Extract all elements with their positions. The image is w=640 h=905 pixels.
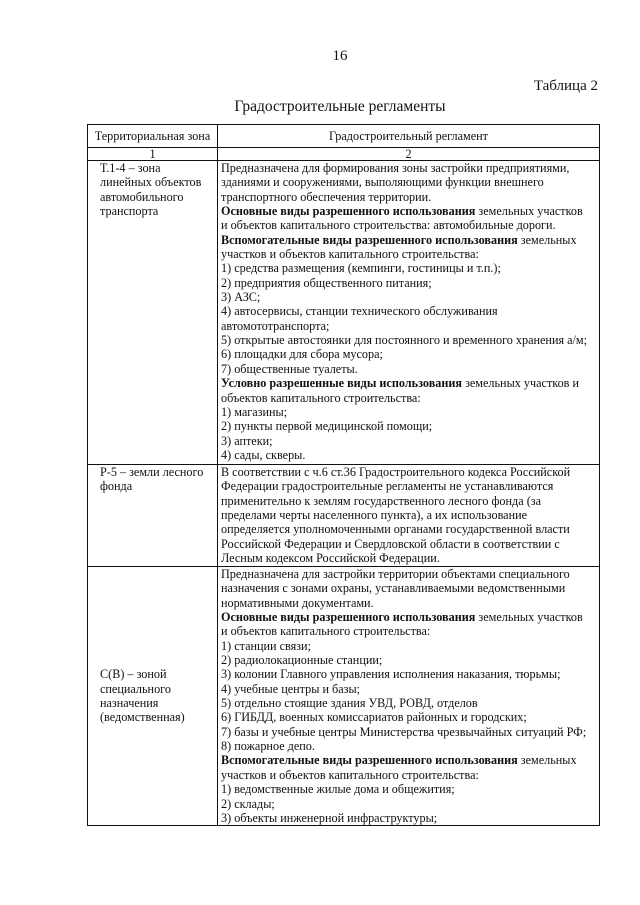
regulation-text: 3) колонии Главного управления исполнения наказания, тюрьмы; xyxy=(221,667,561,682)
regulation-text: 5) открытые автостоянки для постоянного и временного хранения а/м; xyxy=(221,333,588,348)
regulation-text: 3) АЗС; xyxy=(221,290,261,305)
regulation-text: земельных участков xyxy=(475,610,583,625)
regulation-line xyxy=(221,551,596,565)
regulation-text: Предназначена для застройки территории объектами специального xyxy=(221,567,570,581)
regulation-line xyxy=(221,175,596,189)
regulation-text: 5) отдельно стоящие здания УВД, РОВД, отделов xyxy=(221,696,478,711)
regulation-line xyxy=(221,190,596,204)
regulation-line xyxy=(221,508,596,522)
regulation-line xyxy=(221,494,596,508)
regulation-line xyxy=(221,725,596,739)
regulation-text: объектов капитального строительства: xyxy=(221,390,421,405)
regulation-line xyxy=(221,782,596,796)
regulation-text: 2) склады; xyxy=(221,796,275,811)
regulation-text: 1) средства размещения (кемпинги, гостиницы и т.п.); xyxy=(221,261,501,276)
regulation-text: нормативными документами. xyxy=(221,595,374,610)
regulation-line xyxy=(221,567,596,581)
regulation-text: определяется уполномоченными органами государственной власти xyxy=(221,522,570,537)
regulation-text: 7) базы и учебные центры Министерства чрезвычайных ситуаций РФ; xyxy=(221,724,587,739)
regulation-text: 8) пожарное депо. xyxy=(221,739,315,754)
zone-name-line: С(В) – зоной xyxy=(100,667,167,682)
regulation-line xyxy=(221,448,596,462)
regulation-heading: Основные виды разрешенного использования xyxy=(221,610,476,625)
regulations-table xyxy=(87,124,600,826)
regulation-line xyxy=(221,610,596,624)
regulation-line xyxy=(221,581,596,595)
regulation-line xyxy=(221,696,596,710)
regulation-text: транспортного обеспечения территории. xyxy=(221,189,432,204)
regulation-line xyxy=(221,653,596,667)
regulation-line xyxy=(221,362,596,376)
regulation-text: 3) аптеки; xyxy=(221,433,273,448)
regulation-text: и объектов капитального строительства: xyxy=(221,624,431,639)
regulation-text: В соответствии с ч.6 ст.36 Градостроительного кодекса Российской xyxy=(221,465,571,479)
zone-name-line: Т.1-4 – зона xyxy=(100,161,161,175)
regulation-text: участков и объектов капитального строительства: xyxy=(221,247,479,262)
regulation-text: 6) ГИБДД, военных комиссариатов районных и городских; xyxy=(221,710,527,725)
regulation-text: применительно к землям государственного лесного фонда (за xyxy=(221,493,541,508)
regulation-line xyxy=(221,667,596,681)
table-label: Таблица 2 xyxy=(533,78,598,94)
table-row xyxy=(88,465,600,567)
regulation-line xyxy=(221,753,596,767)
regulation-line xyxy=(221,639,596,653)
regulation-line xyxy=(221,276,596,290)
regulation-line xyxy=(221,710,596,724)
regulation-text: 1) магазины; xyxy=(221,404,288,419)
regulation-cell xyxy=(218,567,600,826)
regulation-line xyxy=(221,247,596,261)
column-number-row xyxy=(88,148,600,161)
regulation-text: Лесным кодексом Российской Федерации. xyxy=(221,551,440,566)
regulation-text: 1) станции связи; xyxy=(221,638,311,653)
regulation-text: назначения с зонами охраны, устанавливаемыми ведомственными xyxy=(221,581,566,596)
regulation-line xyxy=(221,479,596,493)
regulation-line xyxy=(221,537,596,551)
regulation-line xyxy=(221,391,596,405)
regulation-line xyxy=(221,405,596,419)
regulation-cell xyxy=(218,465,600,567)
table-header-row xyxy=(88,125,600,148)
regulation-heading: Вспомогательные виды разрешенного использования xyxy=(221,232,518,247)
regulation-line xyxy=(221,624,596,638)
regulation-text: 1) ведомственные жилые дома и общежития; xyxy=(221,782,455,797)
regulation-line xyxy=(221,596,596,610)
zone-name-line: назначения xyxy=(100,696,159,711)
zone-name-line: линейных объектов xyxy=(100,175,202,190)
header-zone: Территориальная зона xyxy=(88,125,218,148)
zone-name-line: (ведомственная) xyxy=(100,710,185,725)
regulation-heading: Вспомогательные виды разрешенного использования xyxy=(221,753,518,768)
regulation-text: Федерации градостроительные регламенты не устанавливаются xyxy=(221,479,554,494)
zone-name-line: специального xyxy=(100,681,171,696)
regulation-line xyxy=(221,376,596,390)
regulation-line xyxy=(221,797,596,811)
regulation-text: земельных участков xyxy=(475,204,583,219)
regulation-line xyxy=(221,419,596,433)
column-number: 2 xyxy=(218,148,600,161)
zone-cell xyxy=(88,465,218,567)
regulation-line xyxy=(221,347,596,361)
regulation-text: земельных участков и xyxy=(462,376,579,391)
regulation-text: Российской Федерации и Свердловской области в соответствии с xyxy=(221,536,560,551)
zone-cell xyxy=(88,567,218,826)
regulation-text: 3) объекты инженерной инфраструктуры; xyxy=(221,810,438,825)
regulation-text: 4) автосервисы, станции технического обслуживания xyxy=(221,304,498,319)
regulation-line xyxy=(221,522,596,536)
regulation-text: автомототранспорта; xyxy=(221,318,330,333)
regulation-line xyxy=(221,290,596,304)
document-title: Градостроительные регламенты xyxy=(234,98,446,115)
regulation-text: Предназначена для формирования зоны застройки предприятиями, xyxy=(221,161,570,175)
regulation-line xyxy=(221,304,596,318)
page-number: 16 xyxy=(332,48,348,64)
regulation-text: 4) сады, скверы. xyxy=(221,447,306,462)
regulation-line xyxy=(221,768,596,782)
regulation-cell xyxy=(218,161,600,465)
zone-name-line: фонда xyxy=(100,479,133,494)
header-regulation: Градостроительный регламент xyxy=(218,125,600,148)
regulation-text: 4) учебные центры и базы; xyxy=(221,681,361,696)
zone-cell xyxy=(88,161,218,465)
regulation-line xyxy=(221,811,596,825)
regulation-line xyxy=(221,682,596,696)
regulation-line xyxy=(221,319,596,333)
regulation-line xyxy=(221,739,596,753)
regulation-text: 2) пункты первой медицинской помощи; xyxy=(221,419,433,434)
regulation-text: 6) площадки для сбора мусора; xyxy=(221,347,383,362)
zone-name-line: транспорта xyxy=(100,204,159,219)
regulation-text: 2) предприятия общественного питания; xyxy=(221,275,432,290)
regulation-line xyxy=(221,161,596,175)
regulation-heading: Основные виды разрешенного использования xyxy=(221,204,476,219)
zone-name-line: Р-5 – земли лесного xyxy=(100,465,204,479)
zone-name-line: автомобильного xyxy=(100,189,184,204)
regulation-line xyxy=(221,204,596,218)
column-number: 1 xyxy=(88,148,218,161)
regulation-line xyxy=(221,261,596,275)
regulation-line xyxy=(221,434,596,448)
regulation-text: 2) радиолокационные станции; xyxy=(221,653,383,668)
table-row xyxy=(88,161,600,465)
regulation-text: земельных xyxy=(517,232,577,247)
regulation-text: 7) общественные туалеты. xyxy=(221,361,358,376)
regulation-line xyxy=(221,218,596,232)
regulation-text: и объектов капитального строительства: автомобильные дороги. xyxy=(221,218,556,233)
regulation-line xyxy=(221,233,596,247)
regulation-text: зданиями и сооружениями, выполяющими функции внешнего xyxy=(221,175,544,190)
regulation-text: земельных xyxy=(517,753,577,768)
regulation-line xyxy=(221,465,596,479)
regulation-text: пределами черты населенного пункта), а их использование xyxy=(221,508,528,523)
regulation-text: участков и объектов капитального строительства: xyxy=(221,767,479,782)
regulation-heading: Условно разрешенные виды использования xyxy=(221,376,463,391)
table-row xyxy=(88,567,600,826)
regulation-line xyxy=(221,333,596,347)
